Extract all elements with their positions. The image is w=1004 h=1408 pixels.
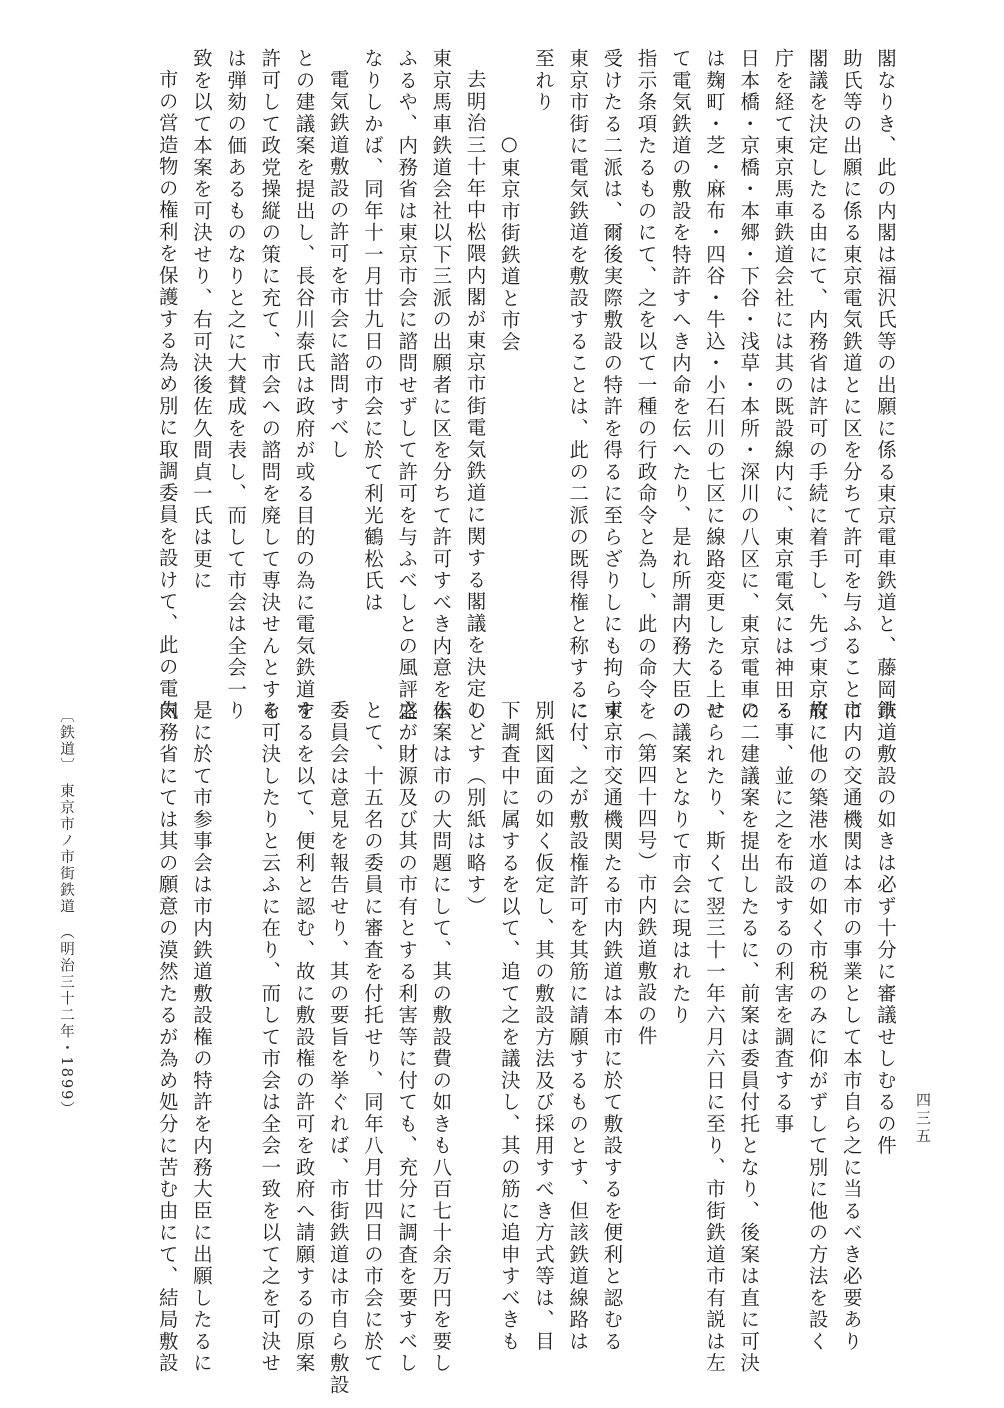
text-line: 東京市街に電気鉄道を敷設することは、此の二派の既得権と称するに: [566, 48, 590, 723]
text-line: り: [224, 700, 248, 722]
text-line: 内務省にては其の願意の漠然たるが為め処分に苦む由にて、結局敷設: [155, 700, 179, 1375]
quoted-motion: る事、並に之を布設するの利害を調査する事: [771, 700, 795, 1135]
bill-text-line: のとす（別紙は略す）: [463, 700, 487, 918]
text-line: 日本橋・京橋・本郷・下谷・浅草・本所・深川の八区に、東京電車に: [737, 48, 761, 723]
text-line: 庁を経て東京馬車鉄道会社には其の既設線内に、東京電気には神田・: [771, 48, 795, 723]
quoted-motion: 電気鉄道敷設の許可を市会に諮問すべし: [326, 69, 350, 461]
text-line: 去明治三十年中松隈内閣が東京市街電気鉄道に関する閣議を決定し、: [463, 69, 487, 744]
text-line: を可決したりと云ふに在り、而して市会は全会一致を以て之を可決せ: [258, 700, 282, 1375]
section-heading: ○東京市街鉄道と市会: [497, 132, 521, 354]
text-line: 致を以て本案を可決せり、右可決後佐久間貞一氏は更に: [189, 48, 213, 592]
text-line: て電気鉄道の敷設を特許すへき内命を伝へたり、是れ所謂内務大臣の: [668, 48, 692, 723]
text-line: 閣なりき、此の内閣は福沢氏等の出願に係る東京電車鉄道と、藤岡市: [874, 48, 897, 723]
text-line: 是に於て市参事会は市内鉄道敷設権の特許を内務大臣に出願したるに: [189, 700, 213, 1375]
text-line: の二建議案を提出したるに、前案は委員付托となり、後案は直に可決: [737, 700, 761, 1375]
bill-text-line: 東京市交通機関たる市内鉄道は本市に於て敷設するを便利と認むる: [600, 700, 624, 1353]
quoted-motion: 市内の交通機関は本市の事業として本市自ら之に当るべき必要あり: [839, 700, 863, 1353]
text-line: との建議案を提出し、長谷川泰氏は政府が或る目的の為に電気鉄道を: [292, 48, 316, 723]
text-line: ふるや、内務省は東京市会に諮問せずして許可を与ふべしとの風評盛: [395, 48, 419, 723]
text-line: 閣議を決定したる由にて、内務省は許可の手続に着手し、先づ東京府: [805, 48, 829, 723]
quoted-motion: 故に他の築港水道の如く市税のみに仰がずして別に他の方法を設く: [805, 700, 829, 1353]
text-line: は麹町・芝・麻布・四谷・牛込・小石川の七区に線路変更したる上に: [702, 48, 726, 723]
quoted-motion: 市の営造物の権利を保護する為め別に取調委員を設けて、此の電気: [155, 69, 179, 722]
text-line: 受けたる二派は、爾後実際敷設の特許を得るに至らざりしにも拘らず: [600, 48, 624, 723]
text-line: 許可して政党操縦の策に充て、市会への諮問を廃して専決せんとする: [258, 48, 282, 723]
bill-text-line: 下調査中に属するを以て、追て之を議決し、其の筋に追申すべきも: [497, 700, 521, 1353]
text-line: するを以て、便利と認む、故に敷設権の許可を政府へ請願するの原案: [292, 700, 316, 1375]
text-line: は弾劾の価あるものなりと之に大賛成を表し、而して市会は全会一: [224, 48, 248, 701]
quoted-motion: 鉄道敷設の如きは必ず十分に審議せしむるの件: [874, 700, 897, 1157]
bottom-text-column-block: [150, 700, 902, 1396]
text-line: 助氏等の出願に係る東京電気鉄道とに区を分ちて許可を与ふることに: [839, 48, 863, 723]
text-line: 指示条項たるものにて、之を以て一種の行政命令と為し、此の命令を: [634, 48, 658, 723]
bill-text-line: 別紙図面の如く仮定し、其の敷設方法及び採用すべき方式等は、目: [531, 700, 555, 1353]
text-line: なりしかば、同年十一月廿九日の市会に於て利光鶴松氏は: [360, 48, 384, 614]
text-line: 至れり: [531, 48, 555, 114]
text-line: 東京馬車鉄道会社以下三派の出願者に区を分ちて許可すべき内意を伝: [429, 48, 453, 723]
page-number: 四三五: [914, 1092, 932, 1146]
text-line: 之が財源及び其の市有とする利害等に付ても、充分に調査を要すべし: [395, 700, 419, 1375]
text-line: とて、十五名の委員に審査を付托せり、同年八月廿四日の市会に於て: [360, 700, 384, 1375]
text-line: せられたり、斯くて翌三十一年六月六日に至り、市街鉄道市有説は左: [702, 700, 726, 1375]
text-line: の議案となりて市会に現はれたり: [668, 700, 692, 1027]
text-line: 本案は市の大問題にして、其の敷設費の如きも八百七十余万円を要し: [429, 700, 453, 1375]
top-text-column-block: [150, 48, 902, 744]
text-line: 委員会は意見を報告せり、其の要旨を挙ぐれば、市街鉄道は市自ら敷設: [326, 700, 350, 1396]
running-header: 〔鉄道〕 東京市ノ市街鉄道 （明治三十二年・1899）: [58, 708, 74, 1118]
bill-title: （第四十四号）市内鉄道敷設の件: [634, 721, 658, 1048]
bill-text-line: に付、之が敷設権許可を其筋に請願するものとす、但該鉄道線路は: [566, 700, 590, 1353]
